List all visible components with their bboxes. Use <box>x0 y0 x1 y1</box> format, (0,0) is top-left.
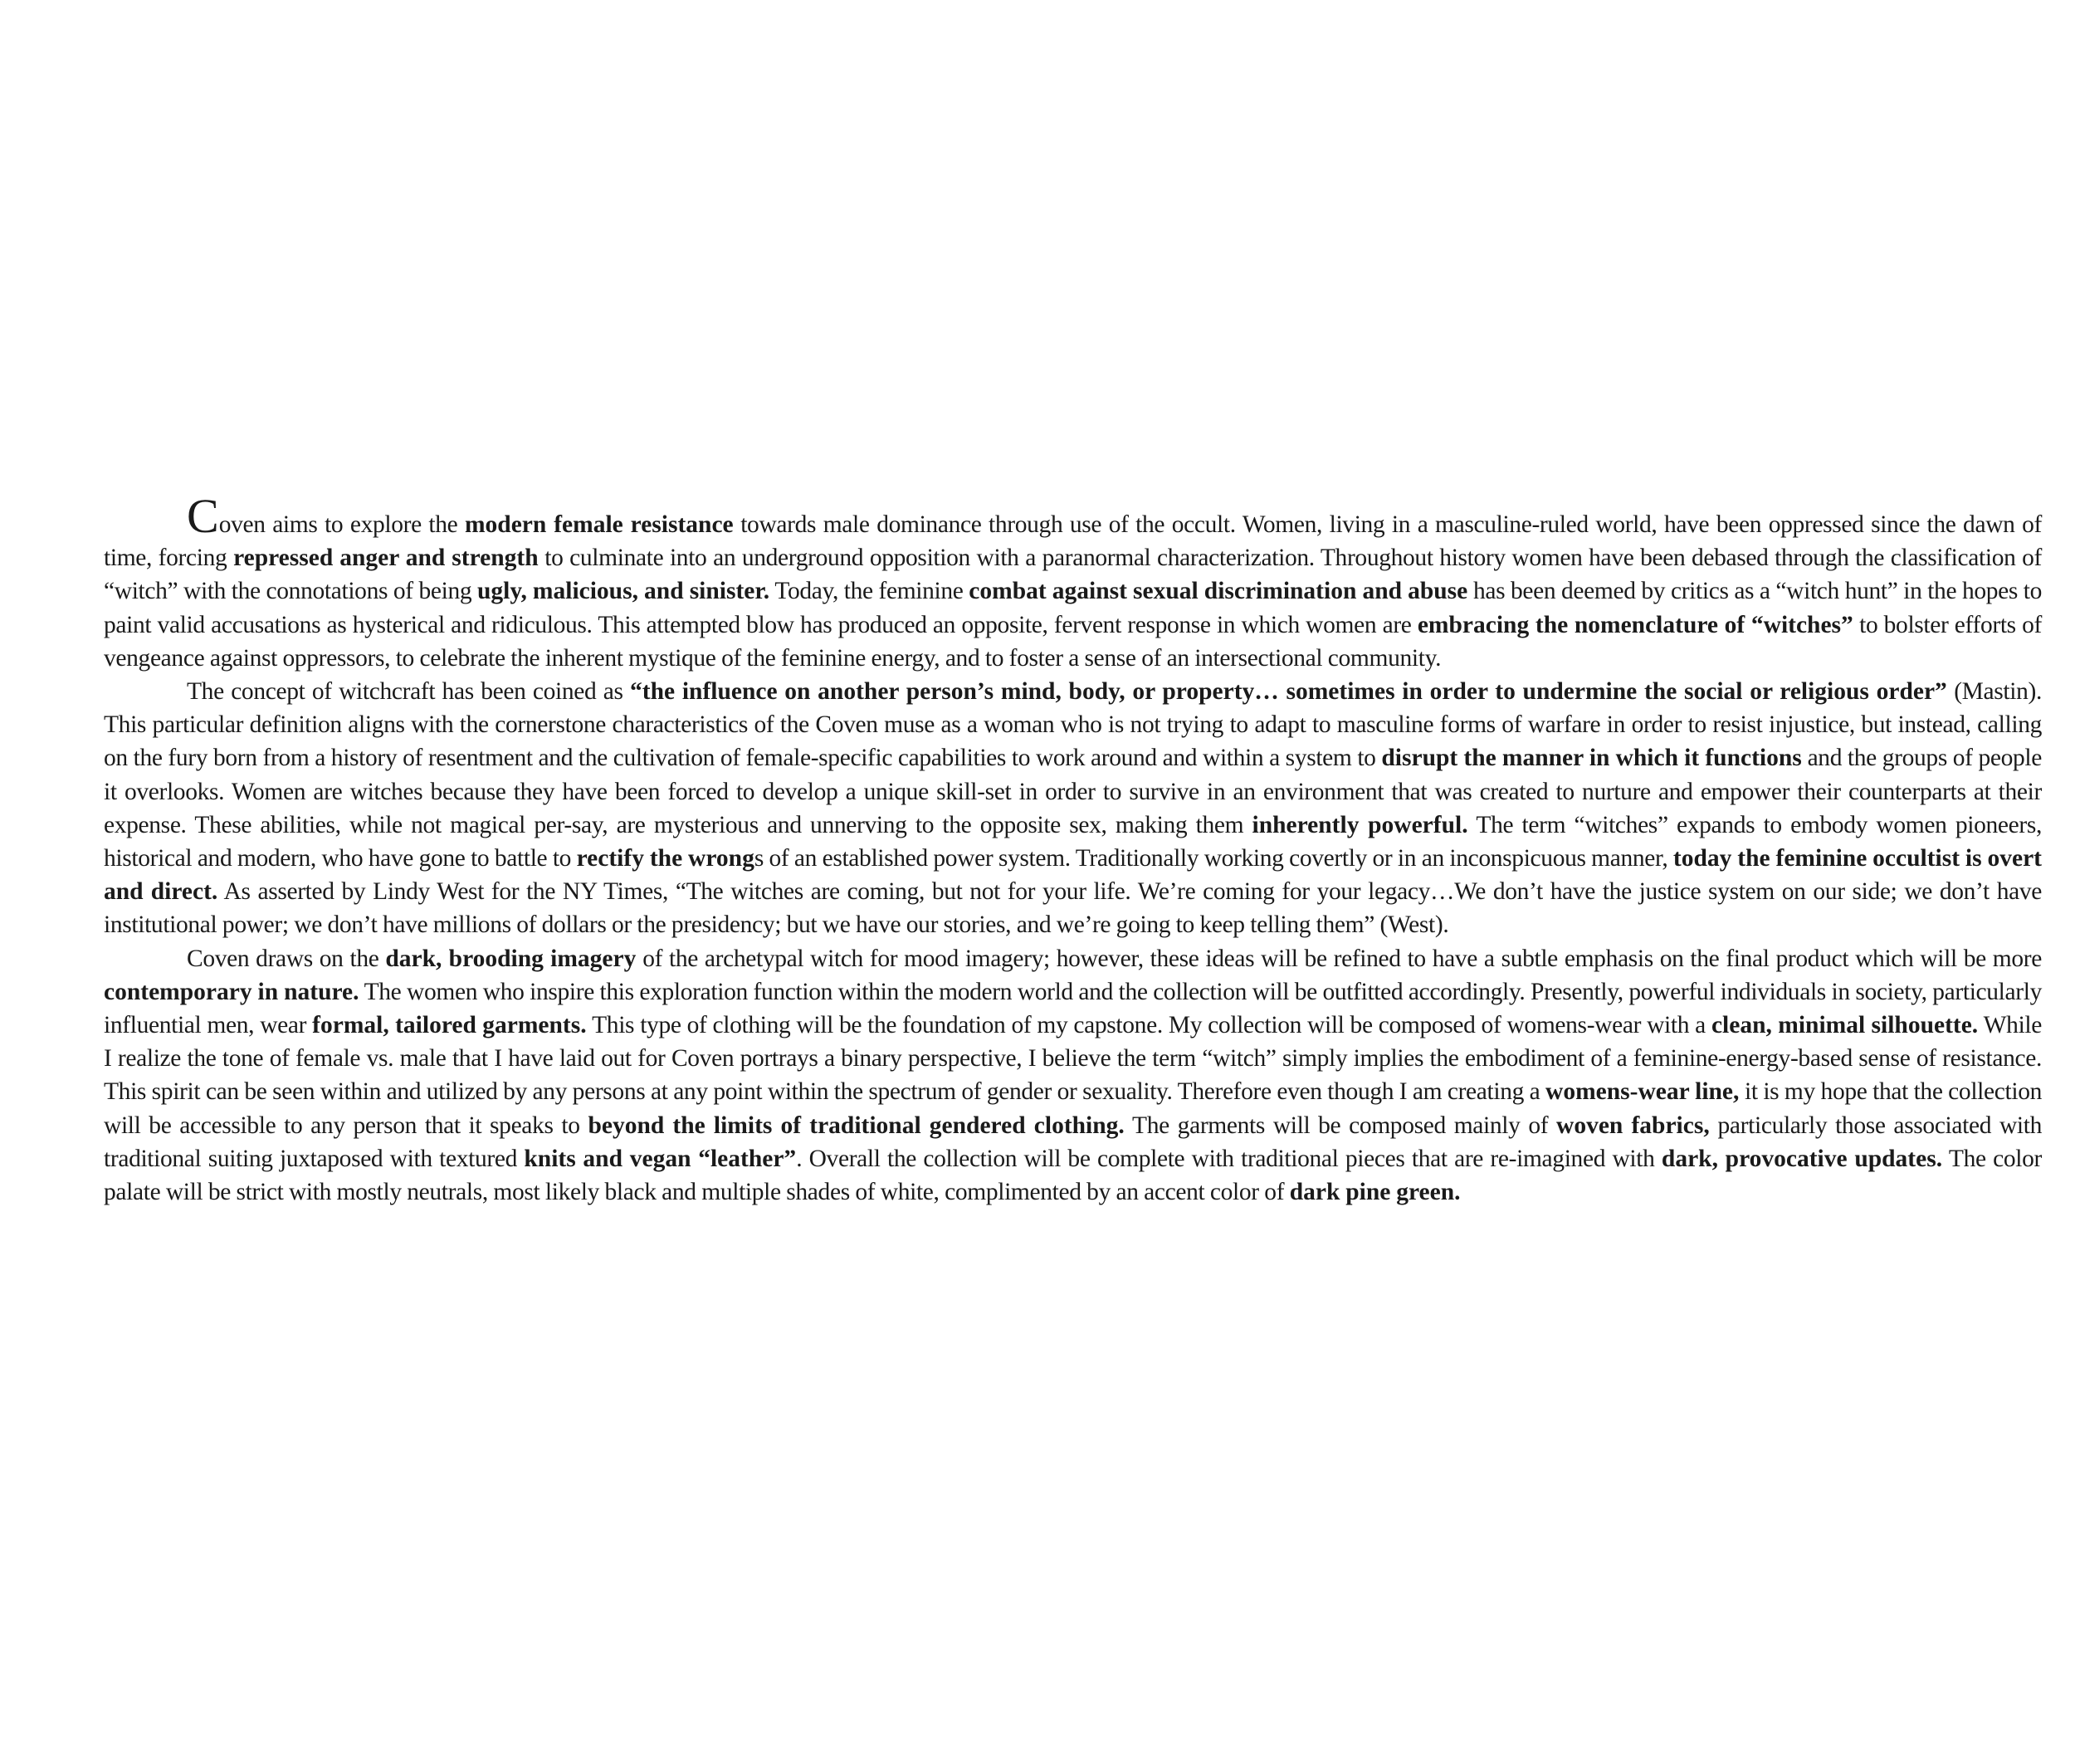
emphasis-text: combat against sexual discrimination and abuse <box>969 578 1468 605</box>
drop-cap: C <box>187 489 219 543</box>
body-text: The term “witches” expands to embody women pioneers, historical and modern, who have gone to battle to <box>104 811 2043 872</box>
emphasis-text: dark, brooding imagery <box>385 945 637 972</box>
body-text: Coven draws on the <box>187 945 386 972</box>
emphasis-text: dark pine green. <box>1289 1179 1461 1206</box>
emphasis-text: embracing the nomenclature of “witches” <box>1417 611 1853 638</box>
emphasis-text: today the feminine occultist is overt and direct. <box>104 845 2043 906</box>
emphasis-text: modern female resistance <box>464 511 734 538</box>
paragraph-text <box>104 511 2042 672</box>
emphasis-text: contemporary in nature. <box>104 978 359 1005</box>
emphasis-text: “the influence on another person’s mind, body, or property… sometimes in order to undermine the social or religious order” <box>630 678 1947 706</box>
body-text: to culminate into an underground opposition with a paranormal characterization. Throughout history women have been debased through the classification of “witch” with the connotations of being <box>104 545 2042 605</box>
emphasis-text: womens-wear line, <box>1545 1078 1740 1106</box>
body-text: The garments will be composed mainly of <box>1124 1112 1557 1139</box>
body-text: particularly those associated with traditional suiting juxtaposed with textured <box>104 1112 2042 1172</box>
body-text: The color palate will be strict with mostly neutrals, most likely black and multiple shades of white, complimented by an accent color of <box>104 1145 2042 1206</box>
body-text: oven aims to explore the <box>218 511 465 538</box>
body-text: has been deemed by critics as a “witch hunt” in the hopes to paint valid accusations as hysterical and ridiculous. This attempted blow has produced an opposite, fervent response in which women are <box>104 578 2043 638</box>
body-text: . Overall the collection will be complete with traditional pieces that are re-imagined with <box>796 1145 1662 1172</box>
body-text: of the archetypal witch for mood imagery; however, these ideas will be refined to have a subtle emphasis on the final product which will be more <box>636 945 2042 972</box>
emphasis-text: beyond the limits of traditional gendered clothing. <box>588 1112 1125 1139</box>
body-text: The concept of witchcraft has been coined as <box>187 678 631 706</box>
body-text: towards male dominance through use of the occult. Women, living in a masculine-ruled world, have been oppressed since the dawn of time, forcing <box>104 511 2042 572</box>
body-text: The women who inspire this exploration function within the modern world and the collection will be outfitted accordingly. Presently, powerful individuals in society, particularly influential men, wear <box>104 978 2042 1039</box>
emphasis-text: rectify the wrong <box>576 845 754 872</box>
document-body <box>104 489 2043 1209</box>
body-text: While I realize the tone of female vs. male that I have laid out for Coven portrays a binary perspective, I believe the term “witch” simply implies the embodiment of a feminine-energy-based sense of resistance. This spirit can be seen within and utilized by any persons at any point within the spectrum of gender or sexuality. Therefore even though I am creating a <box>104 1012 2043 1106</box>
emphasis-text: knits and vegan “leather” <box>524 1145 797 1172</box>
emphasis-text: ugly, malicious, and sinister. <box>476 578 770 605</box>
body-text: to bolster efforts of vengeance against oppressors, to celebrate the inherent mystique of the feminine energy, and to foster a sense of an intersectional community. <box>104 611 2042 672</box>
body-text: This type of clothing will be the foundation of my capstone. My collection will be composed of womens-wear with a <box>586 1012 1711 1039</box>
body-text: As asserted by Lindy West for the NY Times, “The witches are coming, but not for your life. We’re coming for your legacy…We don’t have the justice system on our side; we don’t have institutional power; we don’t have millions of dollars or the presidency; but we have our stories, and we’re going to keep telling them” (West). <box>104 878 2042 939</box>
emphasis-text: woven fabrics, <box>1556 1112 1710 1139</box>
emphasis-text: clean, minimal silhouette. <box>1711 1012 1979 1039</box>
emphasis-text: repressed anger and strength <box>233 545 539 572</box>
body-text: (Mastin). This particular definition aligns with the cornerstone characteristics of the Coven muse as a woman who is not trying to adapt to masculine forms of warfare in order to resist injustice, but instead, calling on the fury born from a history of resentment and the cultivation of female-specific capabilities to work around and within a system to <box>104 678 2043 772</box>
paragraph-text <box>104 946 2042 1205</box>
body-text: s of an established power system. Traditionally working covertly or in an inconspicuous manner, <box>754 845 1673 872</box>
paragraph-1 <box>104 489 2043 675</box>
emphasis-text: disrupt the manner in which it functions <box>1381 745 1802 772</box>
emphasis-text: dark, provocative updates. <box>1661 1145 1943 1172</box>
paragraph-text <box>104 678 2042 938</box>
paragraph-2 <box>104 675 2042 942</box>
emphasis-text: inherently powerful. <box>1252 811 1468 838</box>
body-text: Today, the feminine <box>769 578 969 605</box>
body-text: it is my hope that the collection will be accessible to any person that it speaks to <box>104 1078 2042 1139</box>
emphasis-text: formal, tailored garments. <box>312 1012 587 1039</box>
body-text: and the groups of people it overlooks. Women are witches because they have been forced to develop a unique skill-set in order to survive in an environment that was created to nurture and empower their counterparts at their expense. These abilities, while not magical per-say, are mysterious and unnerving to the opposite sex, making them <box>104 745 2042 838</box>
paragraph-3 <box>104 942 2042 1209</box>
